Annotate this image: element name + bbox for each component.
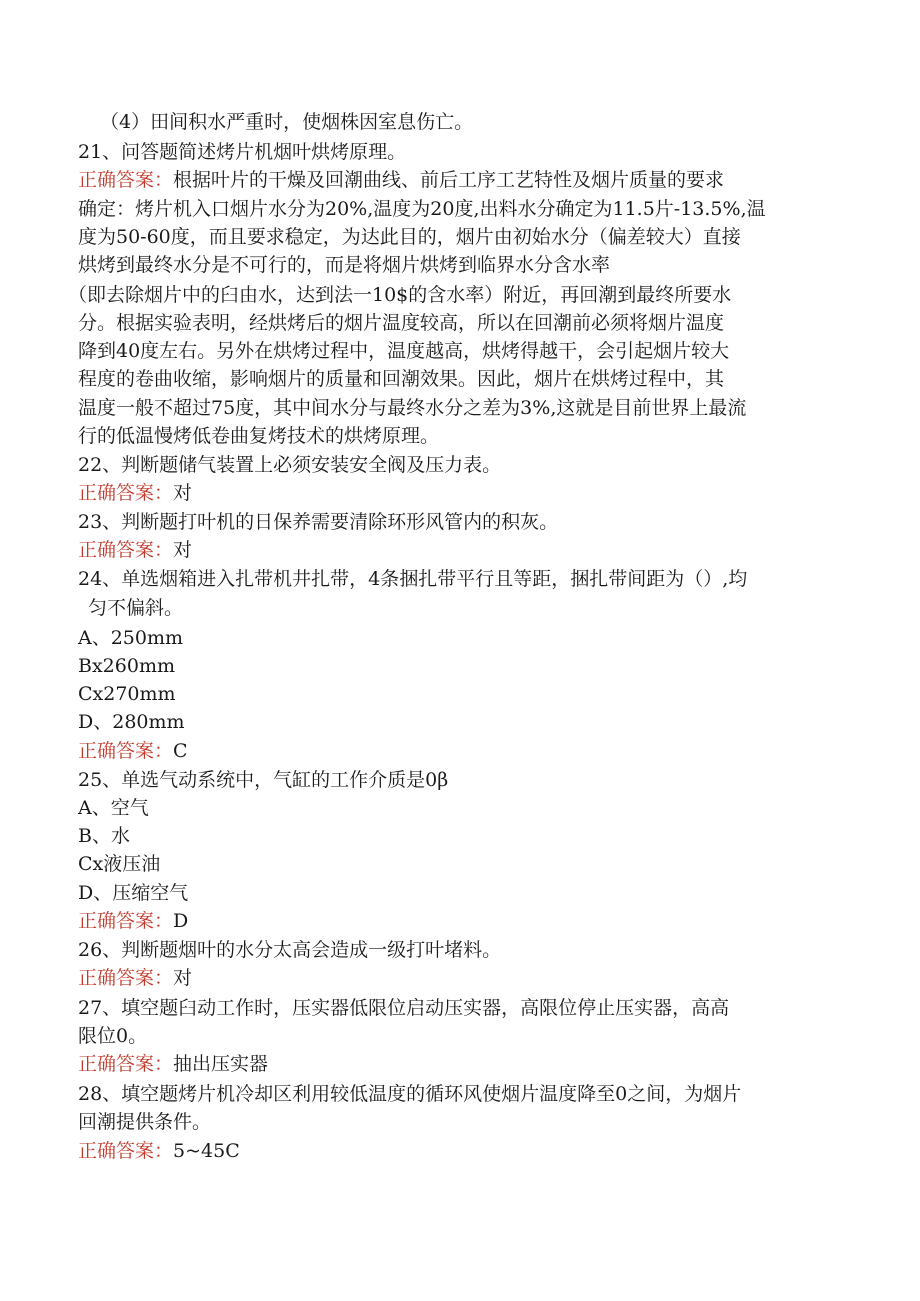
option-24-d: D、280mm [78,711,185,733]
answer-23: 正确答案：对 [78,539,193,561]
answer-27: 正确答案：抽出压实器 [78,1053,269,1075]
answer-25: 正确答案：D [78,910,189,932]
option-24-a: A、250mm [78,627,184,649]
answer-21-line-10: 行的低温慢烤低卷曲复烤技术的烘烤原理。 [78,425,440,447]
answer-label: 正确答案： [78,539,174,561]
answer-22: 正确答案：对 [78,482,193,504]
answer-21-line-4: 烘烤到最终水分是不可行的，而是将烟片烘烤到临界水分含水率 [78,254,611,276]
answer-21-line-8: 程度的卷曲收缩，影响烟片的质量和回潮效果。因此，烟片在烘烤过程中，其 [78,368,725,390]
prev-answer-tail: （4）田间积水严重时，使烟株因室息伤亡。 [100,111,474,133]
answer-21-line-3: 度为50-60度，而且要求稳定，为达此目的，烟片由初始水分（偏差较大）直接 [78,226,741,248]
question-27-line-1: 27、填空题臼动工作时，压实器低限位启动压实器，高限位停止压实器，高高 [78,997,730,1019]
answer-21-line-6: 分。根据实验表明，经烘烤后的烟片温度较高，所以在回潮前必须将烟片温度 [78,312,725,334]
answer-label: 正确答案： [78,169,174,191]
question-27-line-2: 限位0。 [78,1025,148,1047]
answer-label: 正确答案： [78,1053,174,1075]
option-24-b: Bx260mm [78,655,175,677]
answer-label: 正确答案： [78,1140,174,1162]
question-28-line-2: 回潮提供条件。 [78,1111,212,1133]
answer-21-line-9: 温度一般不超过75度，其中间水分与最终水分之差为3%,这就是目前世界上最流 [78,397,747,419]
answer-26: 正确答案：对 [78,967,193,989]
question-22: 22、判断题储气装置上必须安装安全阀及压力表。 [78,454,502,476]
option-24-c: Cx270mm [78,683,176,705]
option-25-a: A、空气 [78,797,149,819]
option-25-c: Cx液压油 [78,853,161,875]
answer-28: 正确答案：5~45C [78,1140,240,1162]
question-25: 25、单选气动系统中，气缸的工作介质是0β [78,769,449,791]
answer-label: 正确答案： [78,740,174,762]
option-25-b: B、水 [78,825,130,847]
answer-21-line-2: 确定：烤片机入口烟片水分为20%,温度为20度,出料水分确定为11.5片-13.5%,温 [78,198,766,220]
answer-label: 正确答案： [78,967,174,989]
answer-label: 正确答案： [78,910,174,932]
question-28-line-1: 28、填空题烤片机冷却区利用较低温度的循环风使烟片温度降至0之间，为烟片 [78,1083,742,1105]
question-24-line-2: 匀不偏斜。 [88,597,184,619]
answer-21-line-7: 降到40度左右。另外在烘烤过程中，温度越高，烘烤得越干，会引起烟片较大 [78,340,730,362]
option-25-d: D、压缩空气 [78,882,189,904]
question-26: 26、判断题烟叶的水分太高会造成一级打叶堵料。 [78,939,502,961]
question-23: 23、判断题打叶机的日保养需要清除环形风管内的积灰。 [78,511,559,533]
answer-21-line-1: 正确答案：根据叶片的干燥及回潮曲线、前后工序工艺特性及烟片质量的要求 [78,169,725,191]
question-21: 21、问答题简述烤片机烟叶烘烤原理。 [78,141,407,163]
answer-label: 正确答案： [78,482,174,504]
answer-21-line-5: （即去除烟片中的臼由水，达到法一10$的含水率）附近，再回潮到最终所要水 [68,284,732,306]
answer-24: 正确答案：C [78,740,188,762]
question-24-line-1: 24、单选烟箱进入扎带机井扎带，4条捆扎带平行且等距，捆扎带间距为（）,均 [78,568,748,590]
